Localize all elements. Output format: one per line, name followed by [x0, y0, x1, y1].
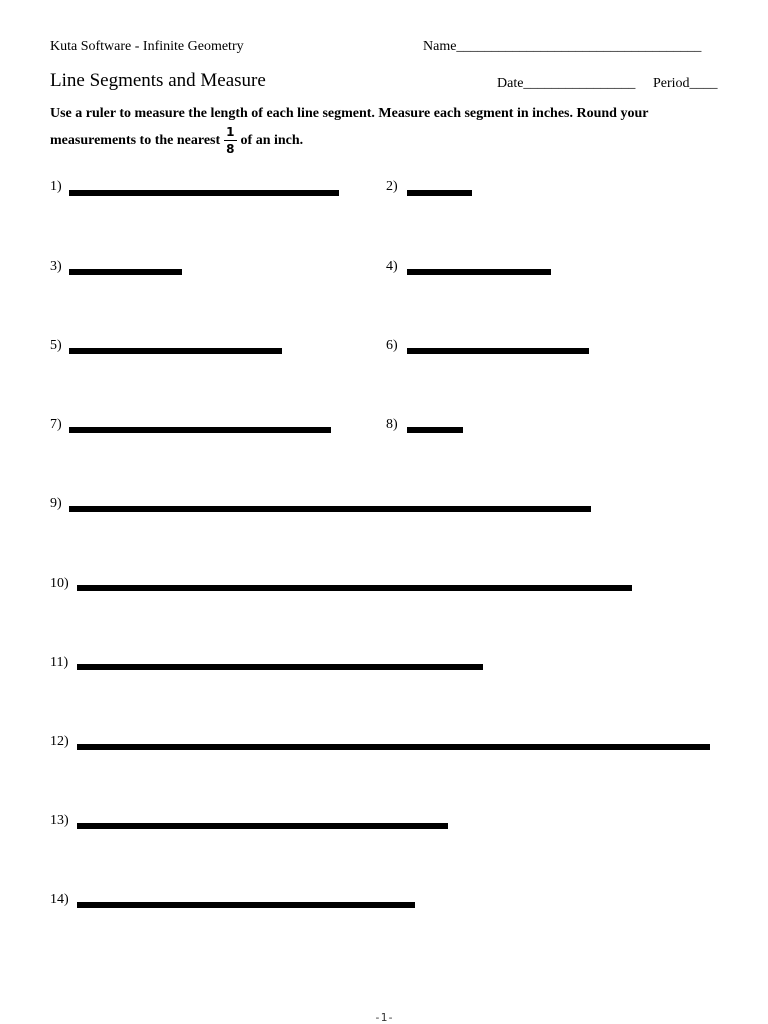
page-number: -1- — [374, 1011, 394, 1024]
instructions-line-2-after: of an inch. — [240, 132, 304, 148]
page-title: Line Segments and Measure — [50, 70, 266, 91]
date-field-label: Date________________ — [497, 76, 636, 91]
line-segment — [69, 427, 331, 433]
line-segment — [77, 585, 632, 591]
line-segment — [407, 348, 589, 354]
fraction — [224, 126, 236, 155]
problem-label: 12) — [50, 734, 69, 749]
line-segment — [69, 190, 339, 196]
problem-label: 10) — [50, 576, 69, 591]
problem-label: 8) — [386, 417, 398, 432]
fraction-denominator: 8 — [226, 142, 235, 156]
line-segment — [69, 506, 591, 512]
instructions-line-2-before: measurements to the nearest — [50, 132, 221, 148]
line-segment — [407, 269, 551, 275]
problem-label: 4) — [386, 259, 398, 274]
instructions-line-1: Use a ruler to measure the length of each line segment. Measure each segment in inches. Round your — [50, 106, 649, 121]
problem-label: 1) — [50, 179, 62, 194]
problem-label: 9) — [50, 496, 62, 511]
problem-label: 5) — [50, 338, 62, 353]
line-segment — [77, 902, 415, 908]
problem-label: 3) — [50, 259, 62, 274]
line-segment — [407, 427, 463, 433]
line-segment — [77, 823, 448, 829]
period-field-label: Period____ — [653, 76, 718, 91]
problem-label: 13) — [50, 813, 69, 828]
line-segment — [69, 348, 282, 354]
problem-label: 11) — [50, 655, 69, 670]
line-segment — [407, 190, 472, 196]
fraction-numerator: 1 — [226, 125, 235, 139]
problem-label: 14) — [50, 892, 69, 907]
software-label: Kuta Software - Infinite Geometry — [50, 39, 244, 54]
line-segment — [69, 269, 182, 275]
problem-label: 7) — [50, 417, 62, 432]
line-segment — [77, 744, 710, 750]
line-segment — [77, 664, 483, 670]
problem-label: 2) — [386, 179, 398, 194]
instructions-line-2 — [50, 126, 303, 155]
name-field-label: Name___________________________________ — [423, 39, 702, 54]
problem-label: 6) — [386, 338, 398, 353]
